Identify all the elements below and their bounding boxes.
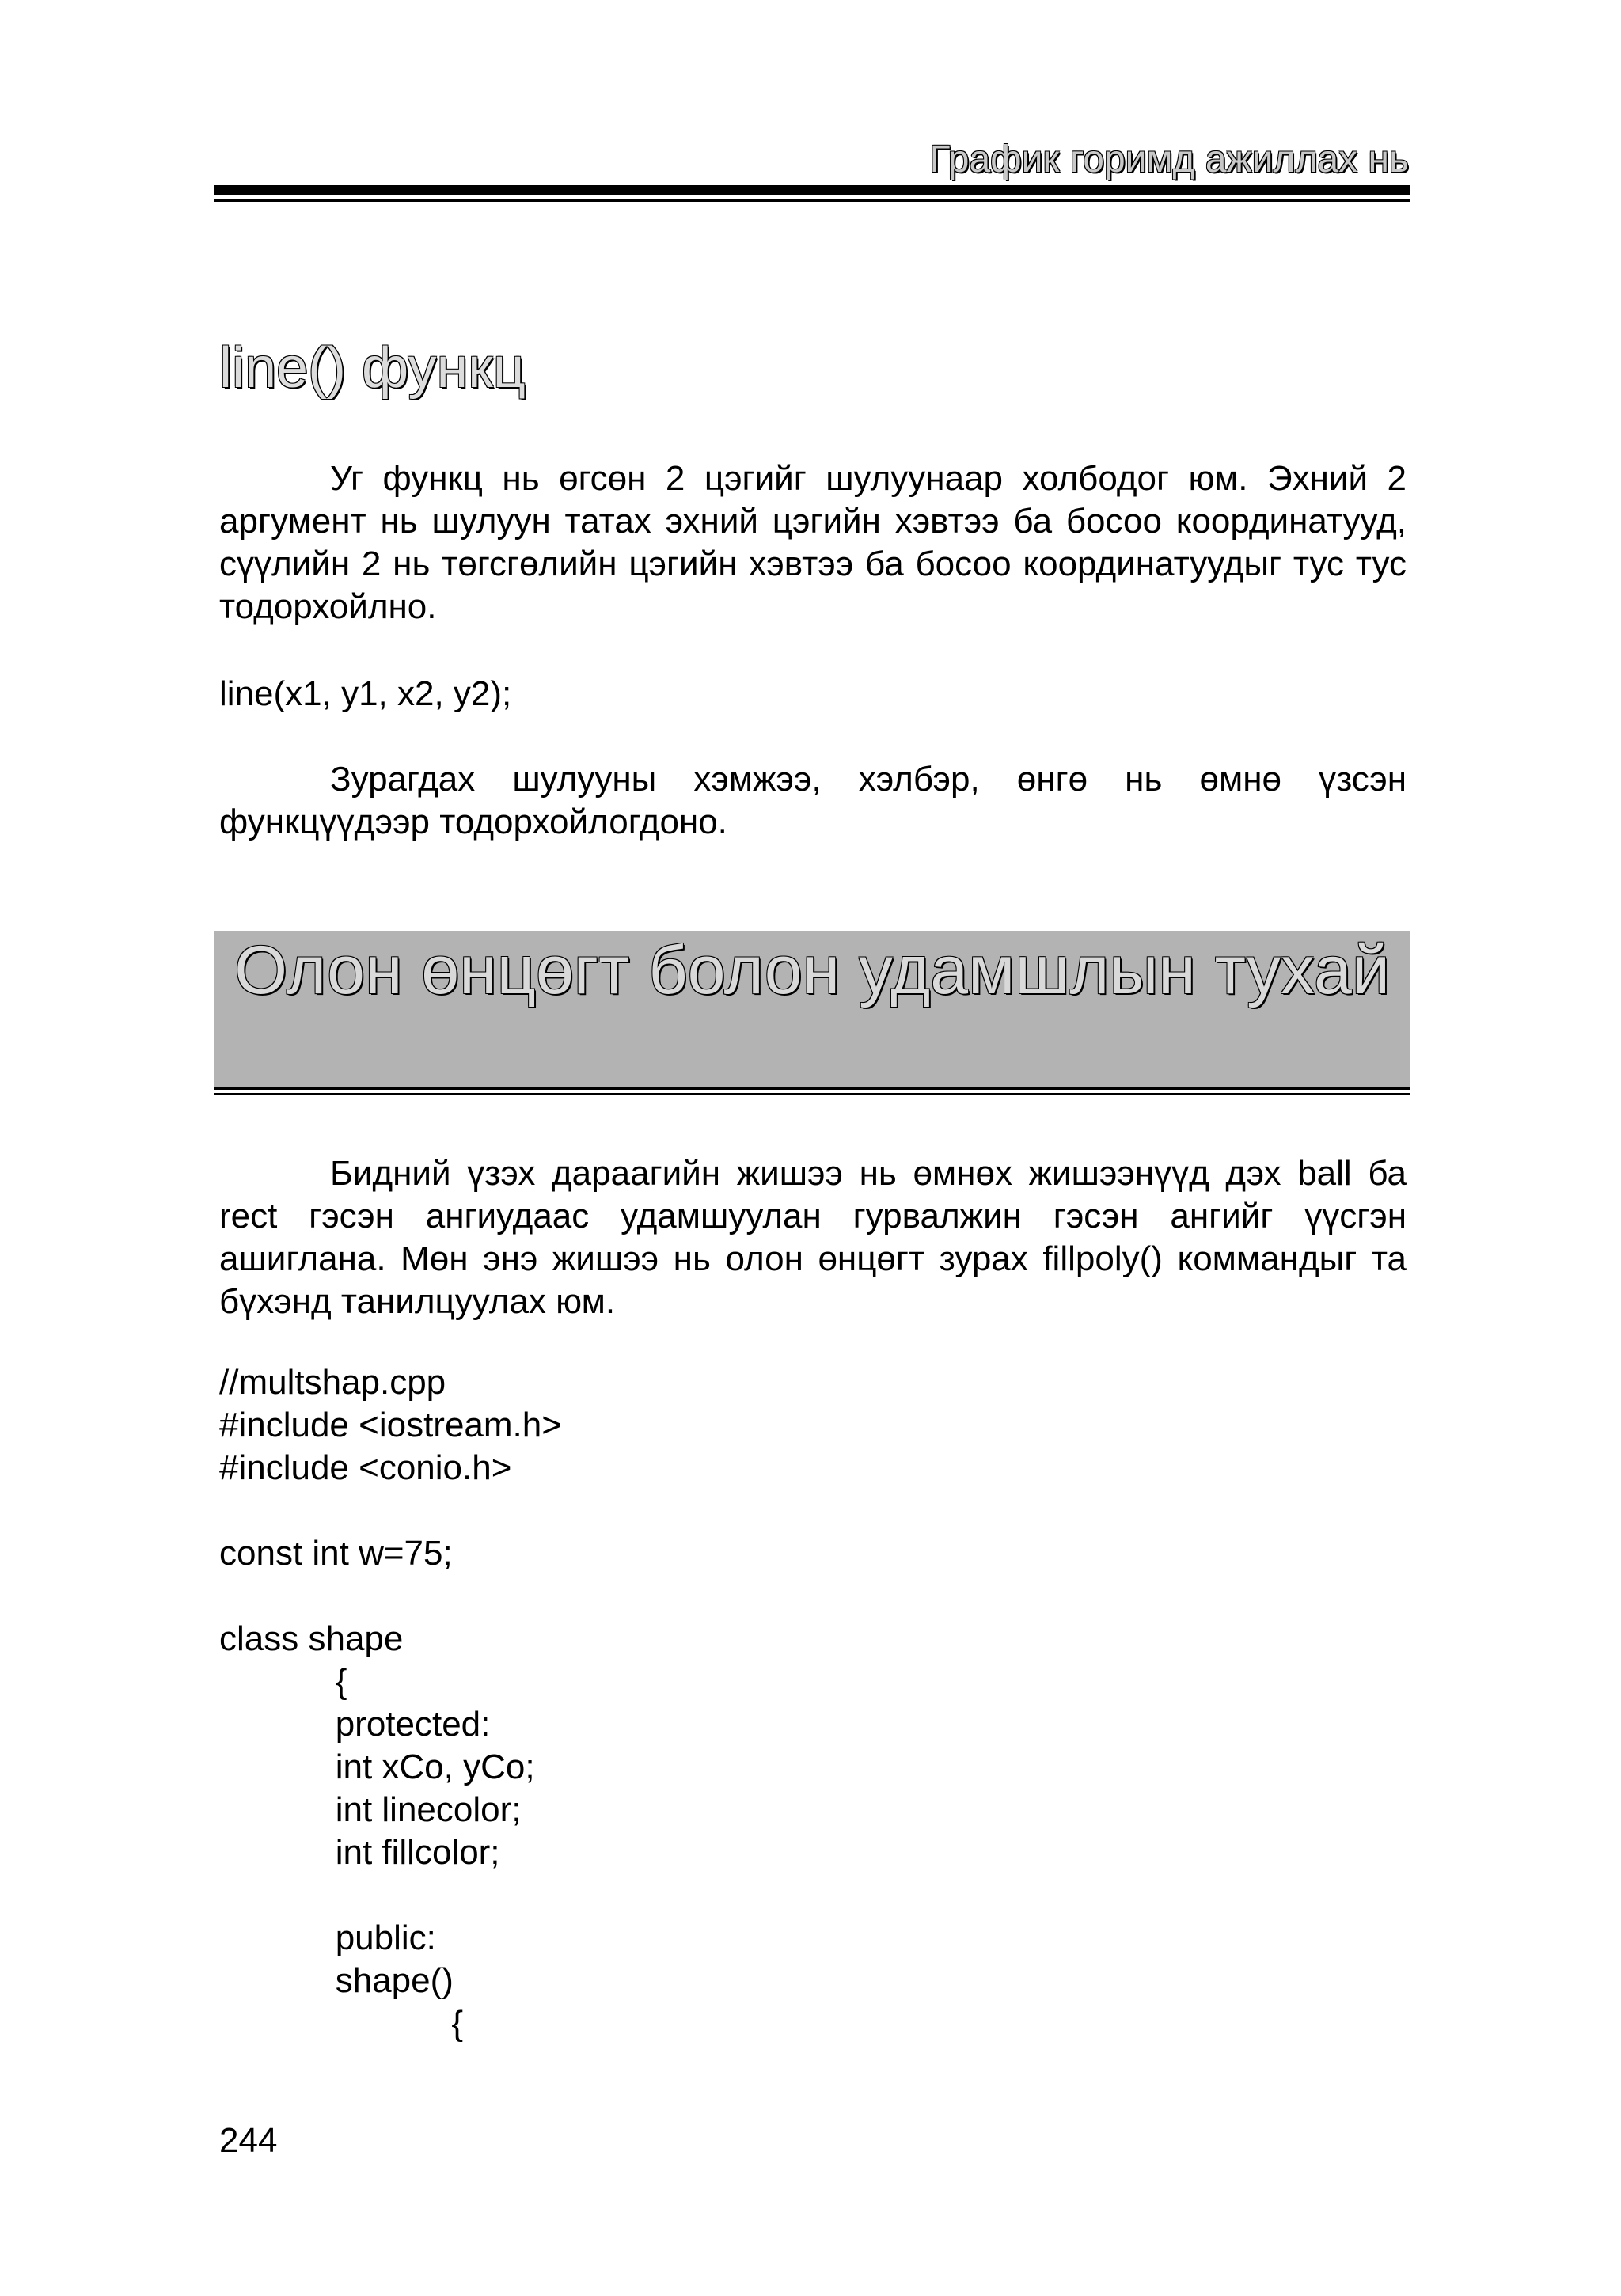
section-band-rule-top — [214, 1087, 1410, 1090]
code-line: protected: — [219, 1705, 491, 1744]
code-line: { — [219, 2004, 464, 2043]
section-title-polygons-inheritance: Олон өнцөгт болон удамшлын тухай — [234, 932, 1390, 1008]
paragraph-line-properties: Зурагдах шулууны хэмжээ, хэлбэр, өнгө нь өмнө үзсэн функцүүдээр тодорхойлогдоно. — [219, 760, 1407, 841]
paragraph-line-description: Уг функц нь өгсөн 2 цэгийг шулуунаар холбодог юм. Эхний 2 аргумент нь шулуун татах эхний цэгийн хэвтээ ба босоо координатууд, сүүлийн 2 нь төгсгөлийн цэгийн хэвтээ ба босоо координатуудыг тус тус тодорхойлно. — [219, 459, 1407, 626]
code-line — [219, 1490, 562, 1532]
code-line: int fillcolor; — [219, 1833, 500, 1872]
code-line: int linecolor; — [219, 1790, 522, 1829]
code-listing — [219, 1361, 562, 2045]
code-line: #include <conio.h> — [219, 1448, 512, 1487]
section-band-rule-bottom — [214, 1093, 1410, 1095]
code-line: public: — [219, 1918, 436, 1957]
code-line: #include <iostream.h> — [219, 1406, 562, 1444]
code-line: shape() — [219, 1961, 454, 2000]
code-syntax-line: line(x1, y1, x2, y2); — [219, 674, 512, 713]
page-number: 244 — [219, 2121, 278, 2160]
code-line: int xCo, yCo; — [219, 1748, 535, 1786]
running-header: График горимд ажиллах нь — [929, 139, 1409, 180]
header-rule-thick — [214, 185, 1410, 195]
header-rule-thin — [214, 199, 1410, 202]
paragraph-polygon-example: Бидний үзэх дараагийн жишээ нь өмнөх жишээнүүд дэх ball ба rect гэсэн ангиудаас удамшуулан гурвалжин гэсэн ангийг үүсгэн ашиглана. Мөн энэ жишээ нь олон өнцөгт зурах fillpoly() коммандыг та бүхэнд танилцуулах юм. — [219, 1154, 1407, 1321]
code-line: //multshap.cpp — [219, 1363, 446, 1402]
code-line: class shape — [219, 1619, 404, 1658]
code-line — [219, 1874, 562, 1917]
code-line: const int w=75; — [219, 1534, 453, 1573]
section-band — [214, 931, 1410, 1087]
code-line: { — [219, 1662, 347, 1701]
section-title-line-function: line() функц — [219, 336, 526, 400]
code-line — [219, 1575, 562, 1618]
